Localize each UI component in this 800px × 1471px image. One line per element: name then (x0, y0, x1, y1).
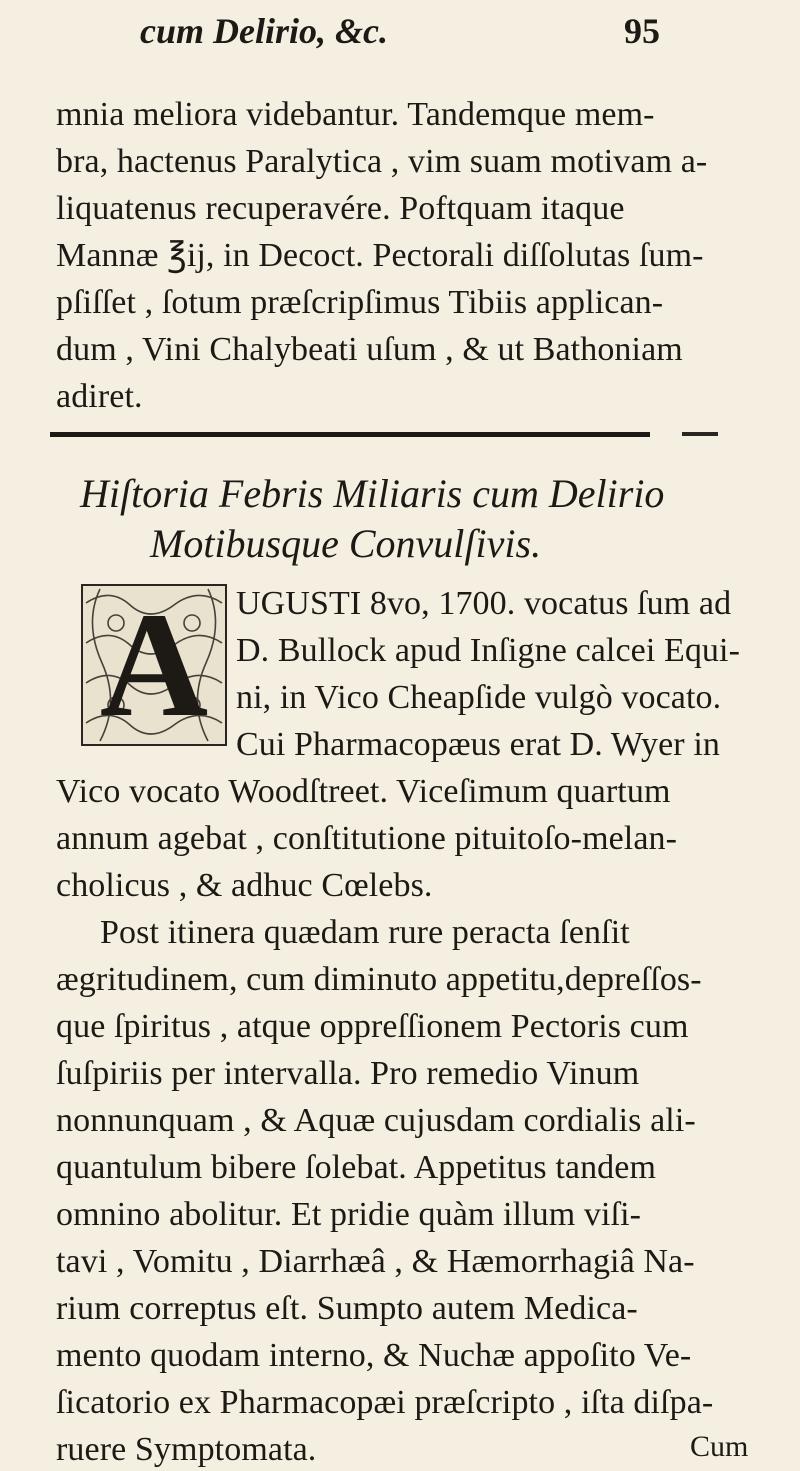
running-head (140, 10, 660, 58)
text-line: ſuſpiriis per intervalla. Pro remedio Vinum (56, 1055, 640, 1092)
running-title: cum Delirio, &c. (140, 11, 388, 51)
text-line: cholicus , & adhuc Cœlebs. (56, 867, 433, 904)
text-line: ægritudinem, cum diminuto appetitu,depreſſos- (56, 961, 702, 998)
text-line: annum agebat , conſtitutione pituitoſo-melan- (56, 820, 678, 857)
text-line: ruere Symptomata. (56, 1431, 317, 1468)
text-line: UGUSTI 8vo, 1700. vocatus ſum ad (236, 585, 732, 622)
text-line: Vico vocato Woodſtreet. Viceſimum quartum (56, 773, 671, 810)
section-divider (50, 432, 650, 437)
text-line: que ſpiritus , atque oppreſſionem Pectoris cum (56, 1008, 689, 1045)
text-line: ni, in Vico Cheapſide vulgò vocato. (236, 679, 722, 716)
text-line: tavi , Vomitu , Diarrhæâ , & Hæmorrhagiâ Na- (56, 1243, 695, 1280)
section-heading-line-2: Motibusque Convulſivis. (150, 521, 542, 566)
text-line: Cui Pharmacopæus erat D. Wyer in (236, 726, 720, 763)
text-line: mnia meliora videbantur. Tandemque mem- (56, 96, 655, 133)
text-line: D. Bullock apud Inſigne calcei Equi- (236, 632, 741, 669)
text-line: mento quodam interno, & Nuchæ appoſito Ve- (56, 1337, 692, 1374)
page-number: 95 (624, 11, 660, 51)
text-line: rium correptus eſt. Sumpto autem Medica- (56, 1290, 638, 1327)
text-line: adiret. (56, 378, 143, 415)
text-line: quantulum bibere ſolebat. Appetitus tandem (56, 1149, 657, 1186)
text-line: nonnunquam , & Aquæ cujusdam cordialis ali- (56, 1102, 696, 1139)
text-line: dum , Vini Chalybeati uſum , & ut Bathoniam (56, 331, 683, 368)
text-line: Mannæ ℥ij, in Decoct. Pectorali diſſolutas ſum- (56, 237, 704, 274)
text-line: Post itinera quædam rure peracta ſenſit (100, 914, 630, 951)
text-line: omnino abolitur. Et pridie quàm illum viſi- (56, 1196, 642, 1233)
drop-cap-letter: A (99, 583, 209, 747)
text-line: ſicatorio ex Pharmacopæi præſcripto , iſta diſpa- (56, 1384, 714, 1421)
section-heading-line-1: Hiſtoria Febris Miliaris cum Delirio (80, 471, 665, 516)
ornamental-initial-icon (80, 583, 228, 747)
text-line: liquatenus recuperavére. Poftquam itaque (56, 190, 625, 227)
text-line: pſiſſet , ſotum præſcripſimus Tibiis applican- (56, 284, 664, 321)
catchword: Cum (690, 1430, 749, 1463)
text-line: bra, hactenus Paralytica , vim suam motivam a- (56, 143, 708, 180)
section-divider-tail (682, 432, 718, 436)
